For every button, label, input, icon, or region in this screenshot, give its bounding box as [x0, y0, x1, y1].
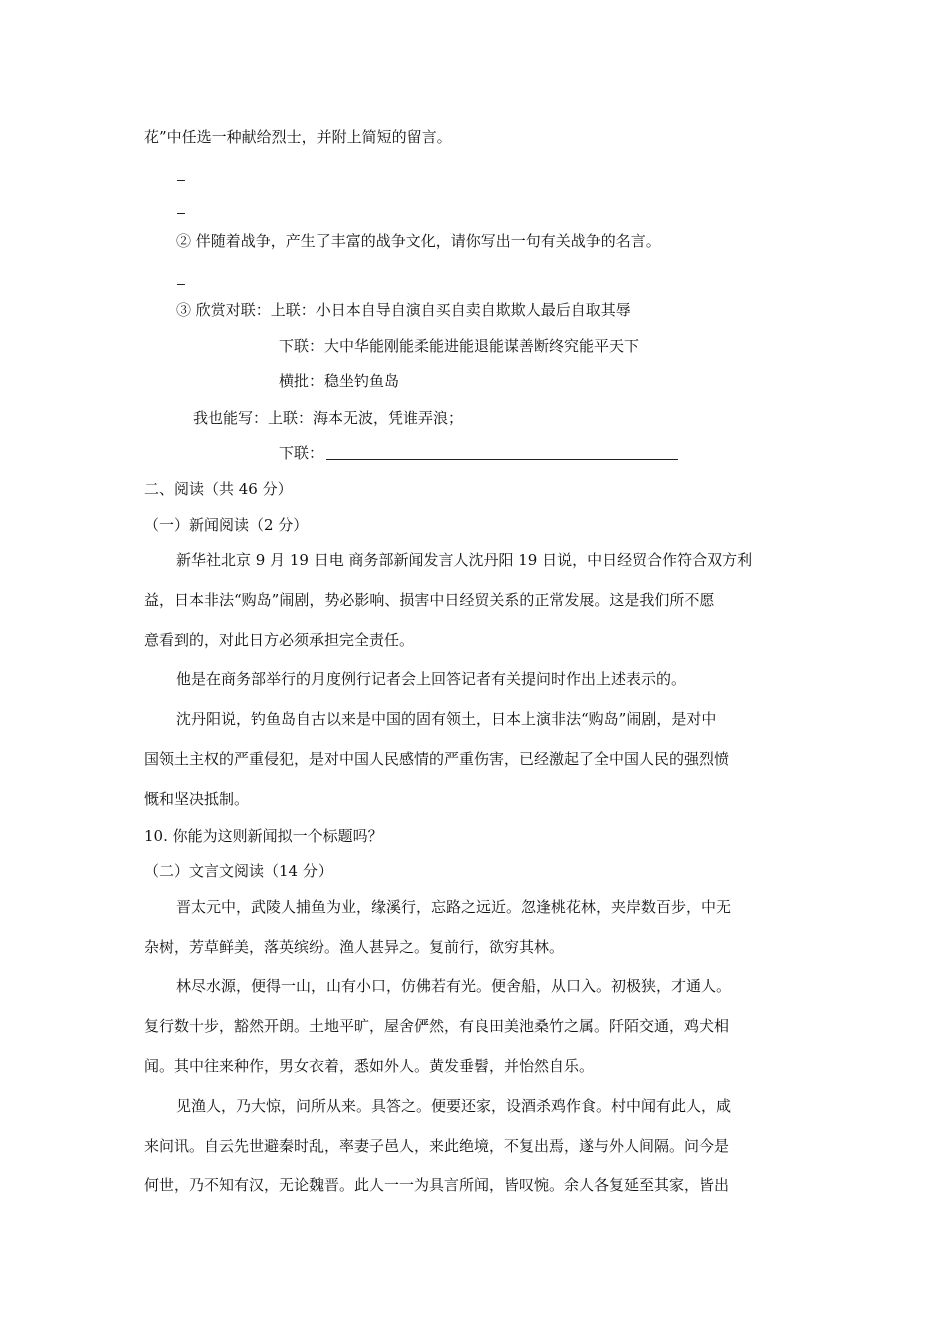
- answer-blank: [177, 180, 185, 181]
- subsection-heading: （一）新闻阅读（2 分）: [144, 516, 309, 534]
- paragraph-line: 复行数十步，豁然开朗。土地平旷，屋舍俨然，有良田美池桑竹之属。阡陌交通，鸡犬相: [144, 1017, 730, 1035]
- text-line: 花”中任选一种献给烈士，并附上简短的留言。: [144, 128, 452, 146]
- paragraph-line: 他是在商务部举行的月度例行记者会上回答记者有关提问时作出上述表示的。: [176, 670, 687, 688]
- paragraph-line: 林尽水源，便得一山，山有小口，仿佛若有光。便舍船，从口入。初极狭，才通人。: [176, 977, 732, 995]
- paragraph-line: 新华社北京 9 月 19 日电 商务部新闻发言人沈丹阳 19 日说，中日经贸合作符合双方利: [176, 551, 753, 569]
- paragraph-line: 慨和坚决抵制。: [144, 790, 250, 808]
- couplet-line: 下联：大中华能刚能柔能进能退能谋善断终究能平天下: [279, 337, 640, 355]
- paragraph-line: 国领土主权的严重侵犯，是对中国人民感情的严重伤害，已经激起了全中国人民的强烈愤: [144, 750, 730, 768]
- subsection-heading: （二）文言文阅读（14 分）: [144, 862, 333, 880]
- paragraph-line: 杂树，芳草鲜美，落英缤纷。渔人甚异之。复前行，欲穷其林。: [144, 938, 565, 956]
- answer-blank: [177, 284, 185, 285]
- paragraph-line: 见渔人，乃大惊，问所从来。具答之。便要还家，设酒杀鸡作食。村中闻有此人，咸: [176, 1097, 732, 1115]
- answer-blank: [177, 213, 185, 214]
- section-heading: 二、阅读（共 46 分）: [144, 480, 293, 498]
- answer-blank: [326, 445, 678, 460]
- paragraph-line: 益，日本非法“购岛”闹剧，势必影响、损害中日经贸关系的正常发展。这是我们所不愿: [144, 591, 715, 609]
- paragraph-line: 何世，乃不知有汉，无论魏晋。此人一一为具言所闻，皆叹惋。余人各复延至其家，皆出: [144, 1176, 730, 1194]
- couplet-line: 我也能写：上联：海本无波，凭谁弄浪；: [193, 409, 464, 427]
- question-item: ③ 欣赏对联：上联：小日本自导自演自买自卖自欺欺人最后自取其辱: [176, 301, 631, 319]
- question-item: 10. 你能为这则新闻拟一个标题吗？: [144, 827, 383, 845]
- couplet-line: 横批：稳坐钓鱼岛: [279, 372, 400, 390]
- couplet-label: 下联：: [279, 444, 325, 462]
- paragraph-line: 闻。其中往来种作，男女衣着，悉如外人。黄发垂髫，并怡然自乐。: [144, 1057, 595, 1075]
- paragraph-line: 来问讯。自云先世避秦时乱，率妻子邑人，来此绝境，不复出焉，遂与外人间隔。问今是: [144, 1137, 730, 1155]
- paragraph-line: 意看到的，对此日方必须承担完全责任。: [144, 631, 415, 649]
- question-item: ② 伴随着战争，产生了丰富的战争文化，请你写出一句有关战争的名言。: [176, 232, 661, 250]
- paragraph-line: 晋太元中，武陵人捕鱼为业，缘溪行，忘路之远近。忽逢桃花林，夹岸数百步，中无: [176, 898, 732, 916]
- paragraph-line: 沈丹阳说，钓鱼岛自古以来是中国的固有领土，日本上演非法“购岛”闹剧，是对中: [176, 710, 717, 728]
- couplet-line: [279, 443, 678, 463]
